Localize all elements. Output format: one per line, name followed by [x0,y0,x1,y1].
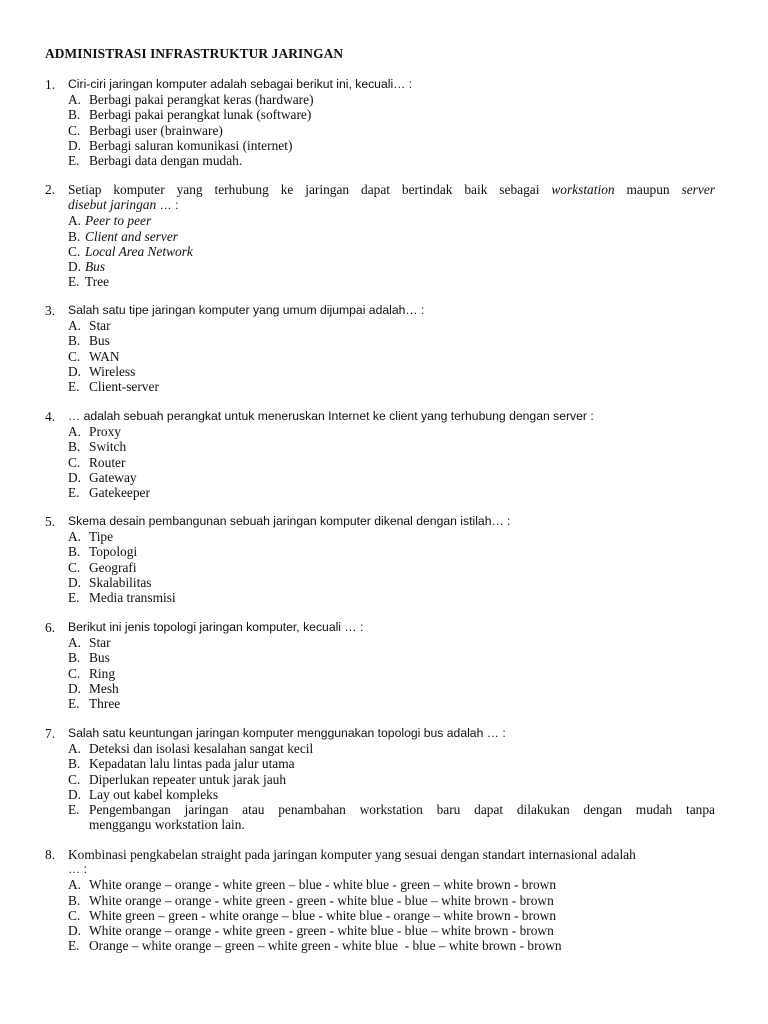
option-e-continued: menggangu workstation lain. [89,817,245,833]
page-title: ADMINISTRASI INFRASTRUKTUR JARINGAN [45,46,344,61]
option-list [45,213,715,289]
option-a: A. Tipe [68,529,114,545]
option-e: E. Pengembangan jaringan atau penambahan workstation baru dapat dilakukan dengan mudah tanpa [68,802,715,818]
option-e: E. Gatekeeper [68,485,150,501]
option-d: D. Berbagi saluran komunikasi (internet) [68,137,293,153]
option-a: A. Star [68,635,111,651]
question-number: 1. [45,77,56,92]
question-text: Berikut ini jenis topologi jaringan komputer, kecuali … : [68,620,364,634]
question-1 [45,77,715,168]
option-b: B. White orange – orange - white green - green - white blue - blue – white brown - brown [68,892,554,908]
question-text: Salah satu keuntungan jaringan komputer menggunakan topologi bus adalah … : [68,726,506,740]
question-number: 7. [45,726,56,741]
option-c: C. Ring [68,665,116,681]
option-d: D. Bus [68,259,106,275]
option-list [45,529,715,605]
question-text: … adalah sebuah perangkat untuk meneruskan Internet ke client yang terhubung dengan server : [68,409,594,423]
option-d: D. Gateway [68,469,137,485]
question-stem [45,726,715,741]
option-e: E. Orange – white orange – green – white green - white blue - blue – white brown - brown [68,938,562,954]
option-c: C. Geografi [68,559,137,575]
question-stem [45,620,715,635]
option-list [45,741,715,832]
option-e: E. Client-server [68,379,159,395]
option-list [45,635,715,711]
question-8 [45,847,715,953]
question-number: 3. [45,303,56,318]
option-a: A. Deteksi dan isolasi kesalahan sangat kecil [68,741,314,757]
option-b: B. Client and server [68,228,178,244]
option-a: A. Peer to peer [68,213,152,229]
question-2 [45,182,715,289]
option-c: C. Router [68,454,126,470]
option-list [45,424,715,500]
option-c: C. WAN [68,348,120,364]
question-stem [45,77,715,92]
question-stem [45,847,715,862]
option-d: D. Lay out kabel kompleks [68,786,219,802]
question-text: Setiap komputer yang terhubung ke jaringan dapat bertindak baik sebagai workstation maupun server [68,182,715,197]
option-b: B. Kepadatan lalu lintas pada jalur utama [68,756,295,772]
question-text: Ciri-ciri jaringan komputer adalah sebagai berikut ini, kecuali… : [68,77,413,91]
option-a: A. White orange – orange - white green – blue - white blue - green – white brown - brown [68,877,557,893]
question-stem [45,409,715,424]
option-d: D. Mesh [68,680,119,696]
question-text: Salah satu tipe jaringan komputer yang umum dijumpai adalah… : [68,303,425,317]
question-3 [45,303,715,394]
option-a: A. Berbagi pakai perangkat keras (hardware) [68,92,314,108]
question-5 [45,514,715,605]
option-c: C. White green – green - white orange – blue - white blue - orange – white brown - brown [68,907,557,923]
option-d: D. White orange – orange - white green - green - white blue - blue – white brown - brown [68,923,554,939]
question-number: 6. [45,620,56,635]
option-d: D. Skalabilitas [68,574,152,590]
option-b: B. Topologi [68,544,138,560]
option-e: E. Berbagi data dengan mudah. [68,153,243,169]
option-c: C. Berbagi user (brainware) [68,122,223,138]
option-e: E. Three [68,696,121,712]
question-stem [45,514,715,529]
option-b: B. Bus [68,333,110,349]
question-text-continued: disebut jaringan … : [68,197,179,213]
option-list [45,877,715,953]
option-e: E. Tree [68,274,110,290]
question-6 [45,620,715,711]
question-4 [45,409,715,500]
option-d: D. Wireless [68,363,136,379]
option-a: A. Star [68,318,111,334]
option-list [45,318,715,394]
question-stem [45,303,715,318]
option-e: E. Media transmisi [68,590,176,606]
question-stem [45,182,715,197]
question-text: Skema desain pembangunan sebuah jaringan komputer dikenal dengan istilah… : [68,514,511,528]
question-number: 8. [45,847,56,862]
question-7 [45,726,715,832]
question-text-continued: … : [68,862,87,877]
option-b: B. Bus [68,650,110,666]
question-number: 4. [45,409,56,424]
question-number: 2. [45,182,56,197]
question-text: Kombinasi pengkabelan straight pada jaringan komputer yang sesuai dengan standart internasional adalah [68,847,636,862]
option-a: A. Proxy [68,424,121,440]
option-c: C. Local Area Network [68,243,193,259]
option-list [45,92,715,168]
option-b: B. Berbagi pakai perangkat lunak (software) [68,107,312,123]
question-number: 5. [45,514,56,529]
option-c: C. Diperlukan repeater untuk jarak jauh [68,771,287,787]
option-b: B. Switch [68,439,127,455]
